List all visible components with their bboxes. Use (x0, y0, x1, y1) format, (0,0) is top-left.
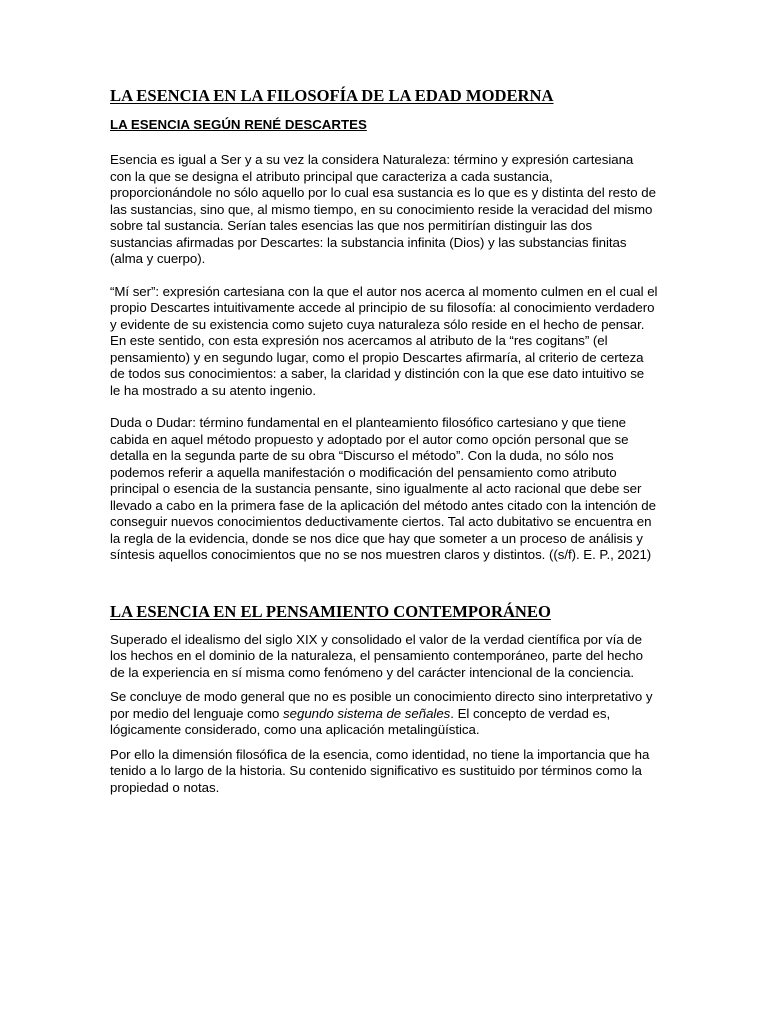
paragraph-superado: Superado el idealismo del siglo XIX y consolidado el valor de la verdad científica por vía de los hechos en el dominio de la naturaleza, el pensamiento contemporáneo, parte del hecho de la experiencia en sí misma como fenómeno y del carácter intencional de la conciencia. (110, 631, 644, 680)
paragraph-concluye-text-end: . El concepto de verdad es, lógicamente considerado, como una aplicación metalingüística. (110, 705, 611, 737)
paragraph-mi-ser: “Mí ser”: expresión cartesiana con la que el autor nos acerca al momento culmen en el cual el propio Descartes intuitivamente accede al principio de su filosofía: al conocimiento verdadero y evidente de su existencia como sujeto cuya naturaleza sólo reside en el hecho de pensar. En este sentido, con esta expresión nos acercamos al atributo de la “res cogitans” (el pensamiento) y en segundo lugar, como el propio Descartes afirmaría, al criterio de certeza de todos sus conocimientos: a saber, la claridad y distinción con la que ese dato intuitivo se le ha mostrado a su atento ingenio. (110, 283, 658, 398)
paragraph-por-ello: Por ello la dimensión filosófica de la esencia, como identidad, no tiene la importancia que ha tenido a lo largo de la historia. Su contenido significativo es sustituido por términos como la propiedad o notas. (110, 746, 650, 795)
section-subtitle-descartes: LA ESENCIA SEGÚN RENÉ DESCARTES (110, 117, 367, 132)
document-page (110, 86, 658, 796)
paragraph-concluye (110, 689, 658, 739)
paragraph-duda: Duda o Dudar: término fundamental en el planteamiento filosófico cartesiano y que tiene cabida en aquel método propuesto y adoptado por el autor como opción personal que se detalla en la segunda parte de su obra “Discurso el método”. Con la duda, no sólo nos podemos referir a aquella manifestación o modificación del pensamiento como atributo principal o esencia de la sustancia pensante, sino igualmente al acto racional que debe ser llevado a cabo en la primera fase de la aplicación del método antes citado con la intención de conseguir nuevos conocimientos deductivamente ciertos. Tal acto dubitativo se encuentra en la regla de la evidencia, donde se nos dice que hay que someter a un proceso de análisis y síntesis aquellos conocimientos que no se nos muestren claros y distintos. ((s/f). E. P., 2021) (110, 415, 656, 562)
section-title-modern-age: LA ESENCIA EN LA FILOSOFÍA DE LA EDAD MODERNA (110, 86, 554, 105)
paragraph-concluye-text-start: Se concluye de modo general que no es posible un conocimiento directo sino interpretativo y por medio del lenguaje como (110, 689, 653, 721)
paragraph-concluye-emphasis: segundo sistema de señales (283, 705, 451, 721)
section-title-contemporary: LA ESENCIA EN EL PENSAMIENTO CONTEMPORÁNEO (110, 601, 551, 621)
paragraph-essence-definition: Esencia es igual a Ser y a su vez la considera Naturaleza: término y expresión cartesiana con la que se designa el atributo principal que caracteriza a cada sustancia, proporcionándole no sólo aquello por lo cual esa sustancia es lo que es y distinta del resto de las sustancias, sino que, al mismo tiempo, en su conocimiento reside la veracidad del mismo sobre tal sustancia. Serían tales esencias las que nos permitirían distinguir las dos sustancias afirmadas por Descartes: la substancia infinita (Dios) y las substancias finitas (alma y cuerpo). (110, 152, 656, 266)
